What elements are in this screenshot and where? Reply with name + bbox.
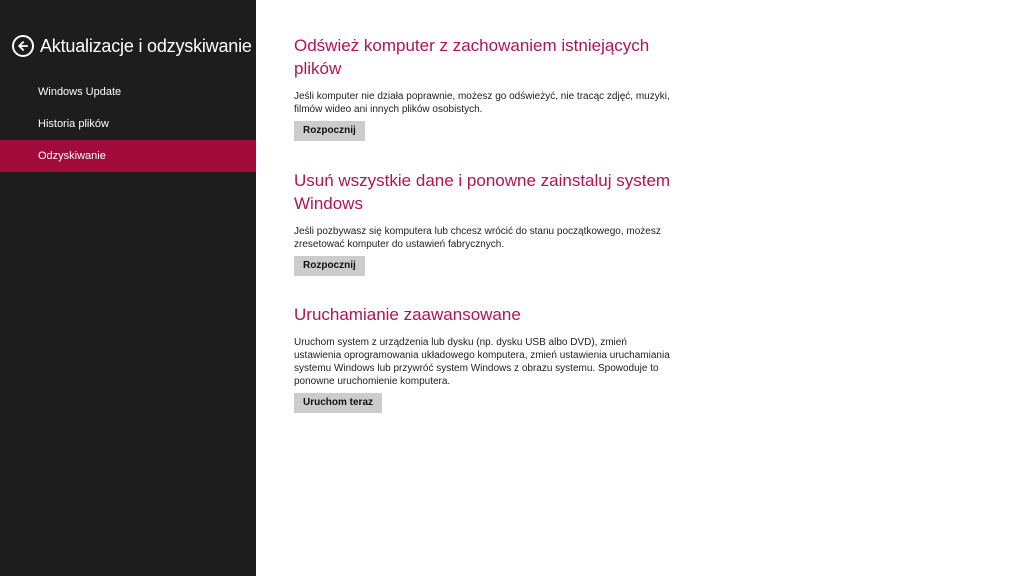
reset-section (294, 169, 684, 276)
sidebar (0, 0, 256, 576)
refresh-start-button[interactable]: Rozpocznij (294, 121, 365, 141)
sidebar-item-windows-update[interactable] (0, 76, 256, 108)
section-title: Uruchamianie zaawansowane (294, 305, 521, 324)
search-button[interactable] (256, 41, 267, 52)
section-description: Uruchom system z urządzenia lub dysku (np. dysku USB albo DVD), zmień ustawienia oprogramowania układowego komputera, zmień ustawienia uruchamiania systemu Windows lub przywróć system Windows z obrazu systemu. Spowoduje to ponowne uruchomienie komputera. (294, 337, 670, 387)
sidebar-item-recovery[interactable] (0, 140, 256, 172)
back-button[interactable] (12, 35, 34, 57)
sidebar-nav (0, 76, 256, 172)
section-description: Jeśli komputer nie działa poprawnie, możesz go odświeżyć, nie tracąc zdjęć, muzyki, filmów wideo ani innych plików osobistych. (294, 91, 670, 115)
section-description: Jeśli pozbywasz się komputera lub chcesz wrócić do stanu początkowego, możesz zresetować komputer do ustawień fabrycznych. (294, 226, 661, 250)
page-title: Aktualizacje i odzyskiwanie (40, 36, 252, 56)
advanced-startup-section (294, 303, 684, 413)
sidebar-item-file-history[interactable] (0, 108, 256, 140)
sidebar-header (12, 33, 252, 59)
refresh-section (294, 34, 684, 141)
search-icon (256, 41, 267, 52)
section-title: Usuń wszystkie dane i ponowne zainstaluj system Windows (294, 171, 671, 213)
sidebar-item-label: Odzyskiwanie (38, 150, 106, 162)
sidebar-item-label: Windows Update (38, 86, 122, 98)
section-title: Odśwież komputer z zachowaniem istniejących plików (294, 36, 650, 78)
restart-now-button[interactable]: Uruchom teraz (294, 393, 382, 413)
reset-start-button[interactable]: Rozpocznij (294, 256, 365, 276)
sidebar-item-label: Historia plików (38, 118, 109, 130)
back-arrow-icon (17, 40, 29, 52)
